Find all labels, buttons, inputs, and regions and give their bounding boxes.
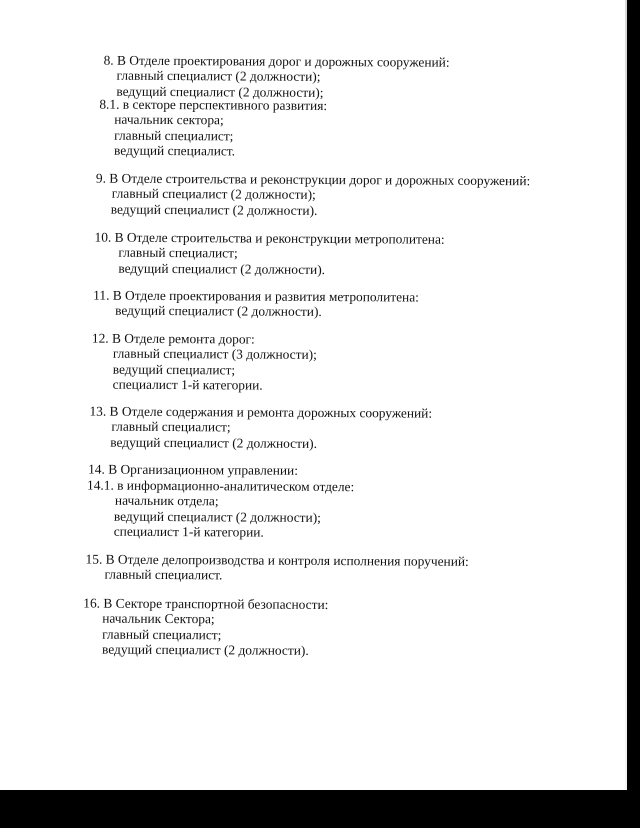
position-line: ведущий специалист (2 должности). [115, 303, 322, 320]
section-heading: 14.1. в информационно-аналитическом отделе: [86, 477, 355, 495]
section-heading: 14. В Организационном управлении: [88, 461, 299, 478]
position-line: специалист 1-й категории. [113, 523, 264, 540]
section-12 [92, 331, 317, 394]
position-line: начальник отдела; [114, 493, 219, 509]
position-line: ведущий специалист (2 должности). [101, 641, 309, 658]
position-line: главный специалист. [104, 566, 223, 583]
position-line: главный специалист (2 должности); [111, 185, 316, 203]
position-line: ведущий специалист (2 должности); [113, 508, 321, 525]
position-line: ведущий специалист (2 должности); [116, 83, 324, 100]
position-line: главный специалист; [114, 127, 234, 144]
section-9 [96, 171, 531, 220]
section-10 [94, 230, 444, 278]
position-line: главный специалист (2 должности); [116, 68, 321, 85]
section-16 [83, 596, 328, 659]
section-14-1 [87, 478, 355, 541]
section-13 [89, 404, 432, 452]
position-line: ведущий специалист. [114, 142, 236, 159]
section-heading: 13. В Отделе содержания и ремонта дорожных сооружений: [89, 403, 433, 421]
section-heading: 8.1. в секторе перспективного развития: [99, 96, 328, 114]
section-14 [88, 462, 298, 479]
section-8 [103, 53, 449, 101]
position-line: главный специалист; [118, 245, 238, 261]
position-line: ведущий специалист; [112, 361, 236, 378]
position-line: ведущий специалист (2 должности). [118, 260, 326, 277]
section-heading: 9. В Отделе строительства и реконструкции дорог и дорожных сооружений: [95, 170, 531, 189]
position-line: ведущий специалист (2 должности). [110, 434, 318, 451]
position-line: ведущий специалист (2 должности). [110, 201, 318, 218]
section-heading: 12. В Отделе ремонта дорог: [91, 330, 255, 347]
position-line: начальник Сектора; [102, 610, 215, 627]
section-heading: 10. В Отделе строительства и реконструкции метрополитена: [94, 229, 445, 247]
section-heading: 16. В Секторе транспортной безопасности: [83, 595, 329, 613]
position-line: специалист 1-й категории. [112, 376, 263, 393]
section-15 [85, 552, 468, 585]
position-line: главный специалист; [102, 626, 222, 642]
section-heading: 8. В Отделе проектирования дорог и дорожных сооружений: [103, 52, 450, 70]
section-11 [93, 288, 419, 321]
section-heading: 15. В Отделе делопроизводства и контроля исполнения поручений: [85, 551, 469, 569]
position-line: главный специалист (3 должности); [112, 345, 317, 363]
section-8-1 [99, 97, 327, 160]
position-line: главный специалист; [111, 418, 231, 435]
section-heading: 11. В Отделе проектирования и развития метрополитена: [93, 287, 419, 305]
position-line: начальник сектора; [114, 111, 224, 128]
